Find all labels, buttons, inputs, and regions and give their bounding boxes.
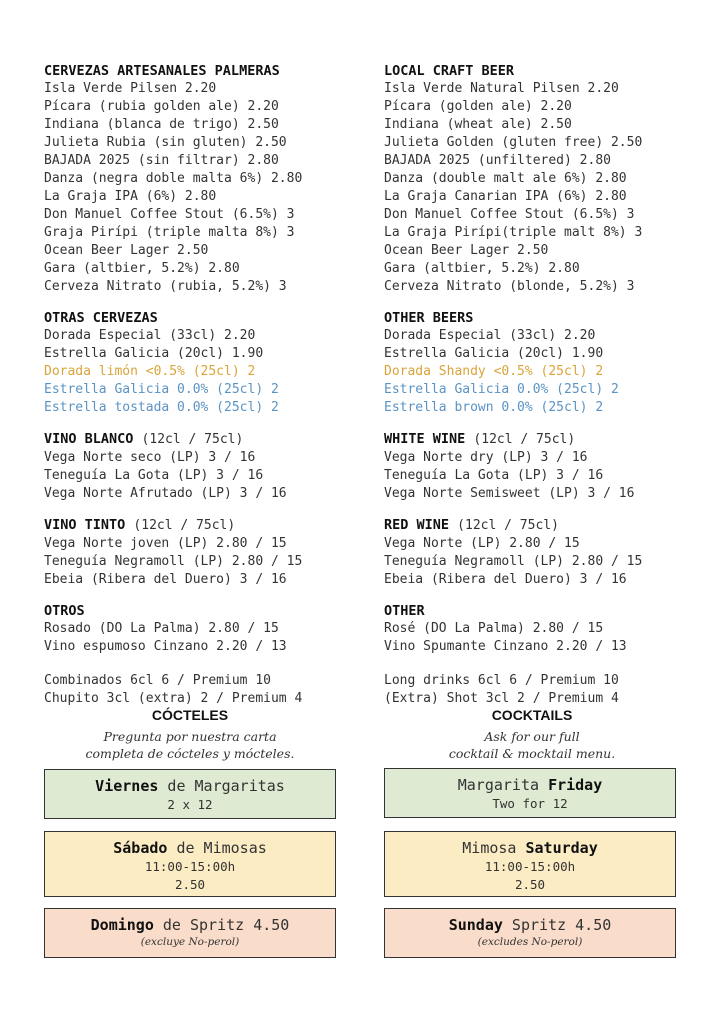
menu-item: Danza (negra doble malta 6%) 2.80 xyxy=(44,171,303,186)
menu-item: Ocean Beer Lager 2.50 xyxy=(384,243,549,258)
menu-item: Vega Norte joven (LP) 2.80 / 15 xyxy=(44,536,287,551)
promo-detail: Two for 12 xyxy=(492,796,568,811)
spanish-menu-column xyxy=(44,62,364,721)
menu-item: Vega Norte (LP) 2.80 / 15 xyxy=(384,536,580,551)
section-title-text: VINO BLANCO xyxy=(44,431,134,447)
promo-box-friday xyxy=(384,768,676,818)
menu-item: Dorada Especial (33cl) 2.20 xyxy=(384,328,596,343)
promo-hours: 11:00-15:00h xyxy=(144,859,236,874)
menu-item-low-alcohol: Dorada Shandy <0.5% (25cl) 2 xyxy=(384,364,604,379)
section-title: LOCAL CRAFT BEER xyxy=(384,63,515,79)
promo-name: de Margaritas xyxy=(158,777,285,795)
promo-heading xyxy=(45,838,335,858)
menu-item: Rosé (DO La Palma) 2.80 / 15 xyxy=(384,621,604,636)
promo-heading xyxy=(45,915,335,935)
menu-item: Don Manuel Coffee Stout (6.5%) 3 xyxy=(44,207,295,222)
promo-hours: 11:00-15:00h xyxy=(484,859,576,874)
menu-item: Long drinks 6cl 6 / Premium 10 xyxy=(384,673,619,688)
section-subtitle: (12cl / 75cl) xyxy=(133,518,236,533)
cocktails-note: cocktail & mocktail menu. xyxy=(448,746,616,761)
promo-price: 2.50 xyxy=(174,877,206,892)
promo-note: (excluye No-perol) xyxy=(140,936,240,948)
menu-item: Indiana (wheat ale) 2.50 xyxy=(384,117,572,132)
menu-item: Pícara (rubia golden ale) 2.20 xyxy=(44,99,279,114)
section-local-craft-beer xyxy=(384,62,704,296)
menu-item: Cerveza Nitrato (blonde, 5.2%) 3 xyxy=(384,279,635,294)
promo-day: Friday xyxy=(548,776,603,794)
section-title: CERVEZAS ARTESANALES PALMERAS xyxy=(44,63,280,79)
menu-item-alcohol-free: Estrella Galicia 0.0% (25cl) 2 xyxy=(44,382,279,397)
menu-item: Pícara (golden ale) 2.20 xyxy=(384,99,572,114)
promo-heading xyxy=(385,915,675,935)
menu-item-low-alcohol: Dorada limón <0.5% (25cl) 2 xyxy=(44,364,256,379)
menu-item: Vino espumoso Cinzano 2.20 / 13 xyxy=(44,639,287,654)
menu-item: Graja Pirípi (triple malta 8%) 3 xyxy=(44,225,295,240)
cocktails-title: CÓCTELES xyxy=(151,707,229,723)
menu-item: Estrella Galicia (20cl) 1.90 xyxy=(384,346,604,361)
section-title: OTROS xyxy=(44,603,85,619)
menu-item: Estrella Galicia (20cl) 1.90 xyxy=(44,346,264,361)
menu-item: (Extra) Shot 3cl 2 / Premium 4 xyxy=(384,691,619,706)
section-title-text: WHITE WINE xyxy=(384,431,466,447)
section-otros xyxy=(44,602,364,708)
promo-name: de Spritz 4.50 xyxy=(153,916,290,934)
section-title-text: VINO TINTO xyxy=(44,517,126,533)
menu-item: Rosado (DO La Palma) 2.80 / 15 xyxy=(44,621,279,636)
section-vino-tinto xyxy=(44,516,364,589)
section-title: OTHER xyxy=(384,603,425,619)
section-title xyxy=(384,430,704,449)
section-subtitle: (12cl / 75cl) xyxy=(473,432,576,447)
section-otras-cervezas xyxy=(44,309,364,417)
promo-name: Margarita xyxy=(457,776,549,794)
section-vino-blanco xyxy=(44,430,364,503)
menu-item: Ebeia (Ribera del Duero) 3 / 16 xyxy=(44,572,287,587)
promo-price: 2.50 xyxy=(514,877,546,892)
menu-item: Teneguía Negramoll (LP) 2.80 / 15 xyxy=(44,554,303,569)
section-title-text: RED WINE xyxy=(384,517,450,533)
section-other xyxy=(384,602,704,708)
promo-box-sunday xyxy=(44,908,336,958)
section-title: OTRAS CERVEZAS xyxy=(44,310,158,326)
menu-item: Cerveza Nitrato (rubia, 5.2%) 3 xyxy=(44,279,287,294)
section-red-wine xyxy=(384,516,704,589)
menu-item: Chupito 3cl (extra) 2 / Premium 4 xyxy=(44,691,303,706)
menu-item: La Graja Pirípi(triple malt 8%) 3 xyxy=(384,225,643,240)
promo-day: Saturday xyxy=(525,839,598,857)
promo-day: Viernes xyxy=(95,777,159,795)
promo-box-saturday xyxy=(44,831,336,897)
english-menu-column xyxy=(384,62,704,721)
promo-heading xyxy=(385,838,675,858)
cocktails-note: completa de cócteles y mócteles. xyxy=(85,746,295,761)
menu-item: Gara (altbier, 5.2%) 2.80 xyxy=(384,261,580,276)
promo-box-sunday xyxy=(384,908,676,958)
cocktails-title: COCKTAILS xyxy=(491,707,573,723)
promo-box-friday xyxy=(44,769,336,819)
menu-item: Indiana (blanca de trigo) 2.50 xyxy=(44,117,279,132)
section-title: OTHER BEERS xyxy=(384,310,474,326)
menu-item-alcohol-free: Estrella tostada 0.0% (25cl) 2 xyxy=(44,400,279,415)
menu-item: La Graja IPA (6%) 2.80 xyxy=(44,189,217,204)
section-cervezas xyxy=(44,62,364,296)
menu-item: BAJADA 2025 (sin filtrar) 2.80 xyxy=(44,153,279,168)
menu-item: Julieta Rubia (sin gluten) 2.50 xyxy=(44,135,287,150)
menu-item: Teneguía La Gota (LP) 3 / 16 xyxy=(384,468,604,483)
section-other-beers xyxy=(384,309,704,417)
section-title xyxy=(44,430,364,449)
menu-item: Vega Norte seco (LP) 3 / 16 xyxy=(44,450,256,465)
cocktails-note: Ask for our full xyxy=(484,729,580,744)
menu-item: Gara (altbier, 5.2%) 2.80 xyxy=(44,261,240,276)
section-subtitle: (12cl / 75cl) xyxy=(457,518,559,533)
menu-item: Julieta Golden (gluten free) 2.50 xyxy=(384,135,643,150)
promo-box-saturday xyxy=(384,831,676,897)
menu-item: Vega Norte Semisweet (LP) 3 / 16 xyxy=(384,486,635,501)
promo-day: Sunday xyxy=(448,916,503,934)
menu-item: Vega Norte dry (LP) 3 / 16 xyxy=(384,450,588,465)
menu-item: Isla Verde Pilsen 2.20 xyxy=(44,81,217,96)
promo-day: Domingo xyxy=(90,916,154,934)
menu-item: Teneguía La Gota (LP) 3 / 16 xyxy=(44,468,264,483)
menu-item: Dorada Especial (33cl) 2.20 xyxy=(44,328,256,343)
menu-item: Ocean Beer Lager 2.50 xyxy=(44,243,209,258)
menu-item: BAJADA 2025 (unfiltered) 2.80 xyxy=(384,153,611,168)
section-title xyxy=(44,516,364,535)
promo-name: Spritz 4.50 xyxy=(502,916,612,934)
extras-list xyxy=(44,672,364,708)
promo-note: (excludes No-perol) xyxy=(477,936,583,948)
promo-heading xyxy=(385,775,675,795)
section-subtitle: (12cl / 75cl) xyxy=(141,432,244,447)
promo-day: Sábado xyxy=(113,839,168,857)
promo-detail: 2 x 12 xyxy=(167,797,213,812)
menu-item-alcohol-free: Estrella brown 0.0% (25cl) 2 xyxy=(384,400,604,415)
cocktails-header-es xyxy=(42,706,338,762)
menu-item: Isla Verde Natural Pilsen 2.20 xyxy=(384,81,619,96)
menu-item: La Graja Canarian IPA (6%) 2.80 xyxy=(384,189,627,204)
cocktails-header-en xyxy=(384,706,680,762)
promo-name: Mimosa xyxy=(462,839,526,857)
promo-name: de Mimosas xyxy=(167,839,267,857)
menu-item: Teneguía Negramoll (LP) 2.80 / 15 xyxy=(384,554,643,569)
menu-item-alcohol-free: Estrella Galicia 0.0% (25cl) 2 xyxy=(384,382,619,397)
menu-item: Don Manuel Coffee Stout (6.5%) 3 xyxy=(384,207,635,222)
extras-list xyxy=(384,672,704,708)
menu-item: Ebeia (Ribera del Duero) 3 / 16 xyxy=(384,572,627,587)
menu-item: Danza (double malt ale 6%) 2.80 xyxy=(384,171,627,186)
section-title xyxy=(384,516,704,535)
menu-item: Vino Spumante Cinzano 2.20 / 13 xyxy=(384,639,627,654)
cocktails-note: Pregunta por nuestra carta xyxy=(103,729,277,744)
promo-heading xyxy=(45,776,335,796)
menu-item: Combinados 6cl 6 / Premium 10 xyxy=(44,673,271,688)
menu-item: Vega Norte Afrutado (LP) 3 / 16 xyxy=(44,486,287,501)
section-white-wine xyxy=(384,430,704,503)
